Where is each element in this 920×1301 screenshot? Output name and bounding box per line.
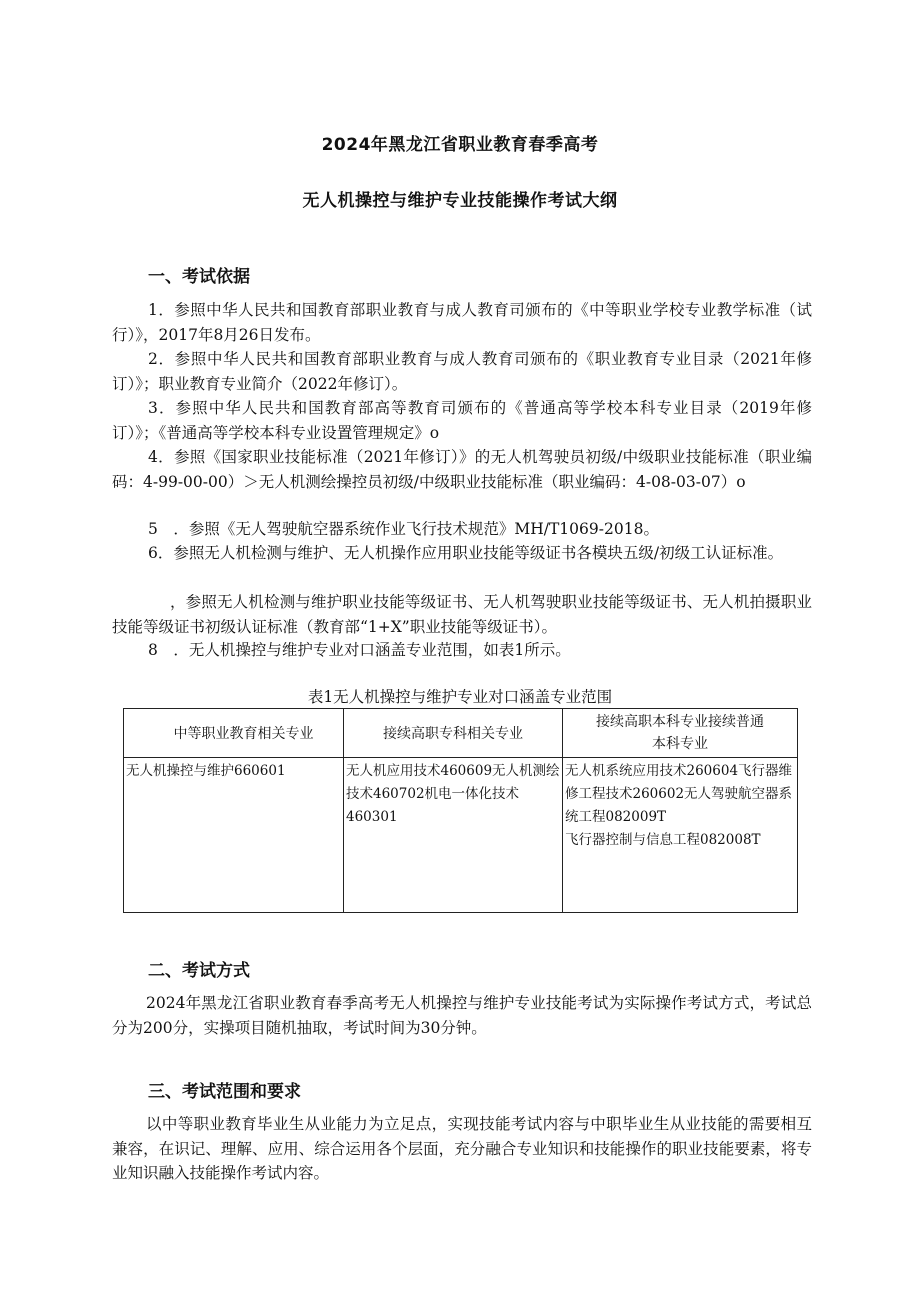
basis-item-2: 2．参照中华人民共和国教育部职业教育与成人教育司颁布的《职业教育专业目录（2021年修订）》；职业教育专业简介（2022年修订）。 [112, 350, 812, 393]
basis-item-3: 3．参照中华人民共和国教育部高等教育司颁布的《普通高等学校本科专业目录（2019年修订）》；《普通高等学校本科专业设置管理规定》o [112, 399, 812, 442]
basis-item-1: 1．参照中华人民共和国教育部职业教育与成人教育司颁布的《中等职业学校专业教学标准（试行）》，2017年8月26日发布。 [112, 301, 812, 344]
header-secondary-vocational: 中等职业教育相关专业 [124, 709, 344, 758]
cell-undergraduate: 无人机系统应用技术260604飞行器维修工程技术260602无人驾驶航空器系统工程082009T 飞行器控制与信息工程082008T [563, 758, 798, 913]
basis-item-7: ，参照无人机检测与维护职业技能等级证书、无人机驾驶职业技能等级证书、无人机拍摄职业技能等级证书初级认证标准（教育部“1+X”职业技能等级证书）。 [112, 593, 812, 636]
document-title-line2: 无人机操控与维护专业技能操作考试大纲 [302, 191, 618, 211]
document-title-line1: 2024年黑龙江省职业教育春季高考 [321, 135, 599, 155]
cell-secondary-vocational: 无人机操控与维护660601 [124, 758, 344, 913]
exam-scope-text: 以中等职业教育毕业生从业能力为立足点，实现技能考试内容与中职毕业生从业技能的需要相互兼容，在识记、理解、应用、综合运用各个层面，充分融合专业知识和技能操作的职业技能要素，将专业知识融入技能操作考试内容。 [112, 1115, 812, 1182]
table-caption: 表1无人机操控与维护专业对口涵盖专业范围 [307, 688, 613, 706]
header-higher-vocational: 接续高职专科相关专业 [344, 709, 563, 758]
basis-item-4: 4．参照《国家职业技能标准（2021年修订）》的无人机驾驶员初级/中级职业技能标准（职业编码：4-99-00-00）＞无人机测绘操控员初级/中级职业技能标准（职业编码：4-08-03-07）o [112, 448, 812, 491]
exam-method-text: 2024年黑龙江省职业教育春季高考无人机操控与维护专业技能考试为实际操作考试方式，考试总分为200分，实操项目随机抽取，考试时间为30分钟。 [112, 994, 812, 1037]
header-undergraduate: 接续高职本科专业接续普通 本科专业 [563, 709, 798, 758]
table-row [124, 758, 798, 913]
specialty-range-table [123, 708, 798, 913]
cell-higher-vocational: 无人机应用技术460609无人机测绘技术460702机电一体化技术460301 [344, 758, 563, 913]
section1-heading: 一、考试依据 [148, 267, 250, 287]
basis-item-5: 5 ．参照《无人驾驶航空器系统作业飞行技术规范》MH/T1069-2018。 [148, 520, 659, 538]
basis-item-6: 6．参照无人机检测与维护、无人机操作应用职业技能等级证书各模块五级/初级工认证标准。 [148, 544, 784, 562]
section2-heading: 二、考试方式 [148, 961, 250, 981]
section3-heading: 三、考试范围和要求 [148, 1082, 301, 1102]
table-header-row [124, 709, 798, 758]
basis-item-8: 8 ．无人机操控与维护专业对口涵盖专业范围，如表1所示。 [148, 641, 571, 659]
